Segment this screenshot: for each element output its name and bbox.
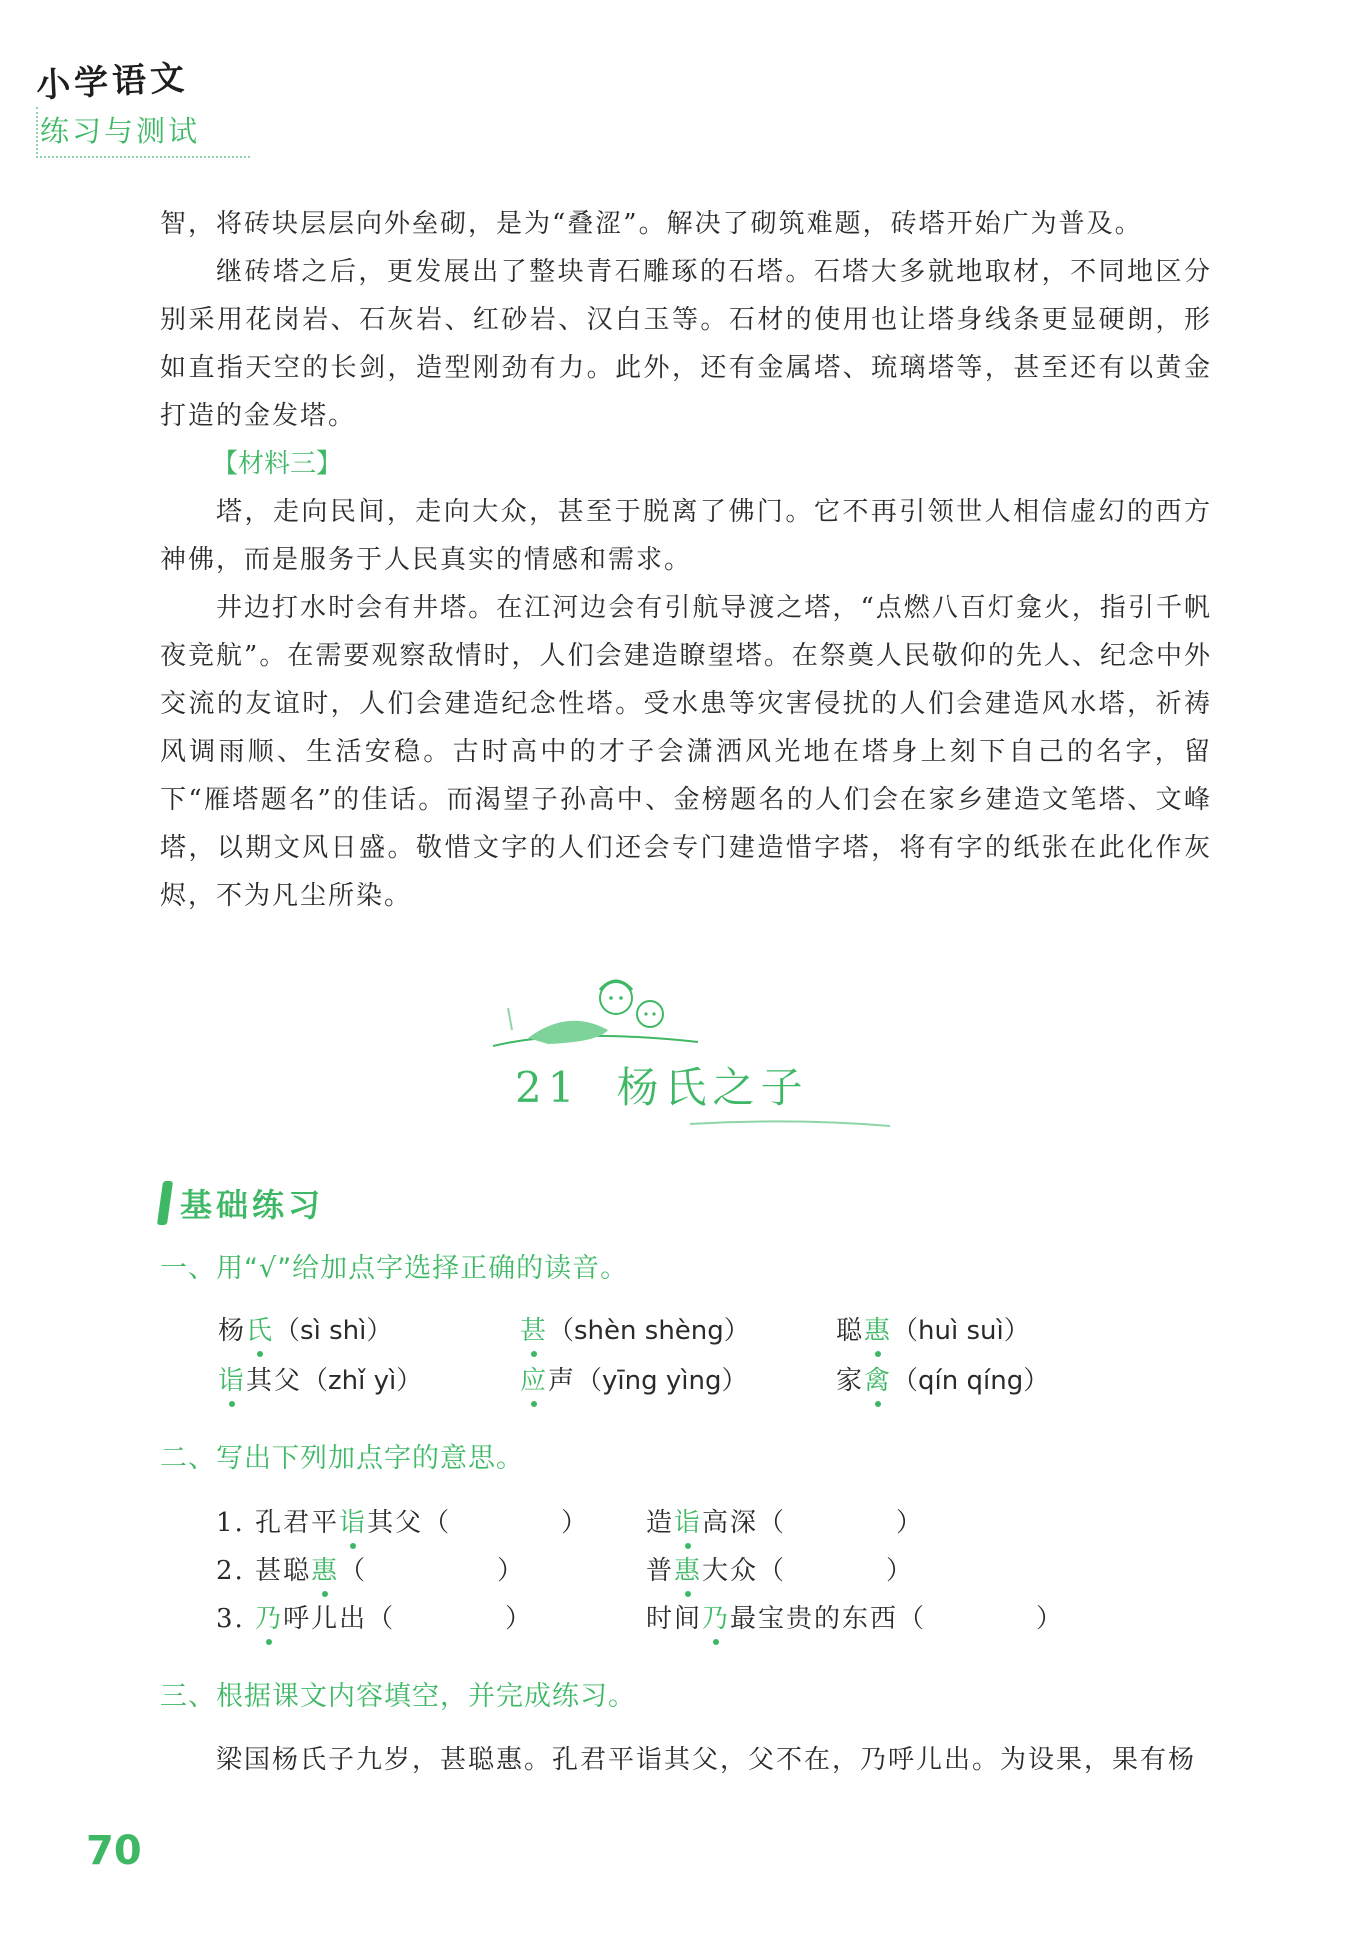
pinyin-options[interactable]: （huì suì） [892,1316,1030,1346]
item-number: 1. [216,1508,245,1538]
classical-text: 梁国杨氏子九岁，甚聪惠。孔君平诣其父，父不在，乃呼儿出。为设果，果有杨 [216,1745,1197,1775]
section-label: 基础练习 [180,1186,325,1224]
item-prefix: 家 [836,1366,865,1396]
page-number: 70 [86,1828,142,1874]
passage-paragraph-3: 塔，走向民间，走向大众，甚至于脱离了佛门。它不再引领世人相信虚幻的西方神佛，而是服务于人民真实的情感和需求。 [160,497,1212,575]
meaning-item [216,1502,589,1539]
item-prefix: 甚聪 [255,1556,312,1586]
book-title: 小学语文 [35,58,190,106]
dotted-char: 甚 [520,1310,548,1347]
pinyin-options[interactable]: （zhǐ yì） [302,1366,423,1396]
dotted-char: 惠 [674,1550,702,1587]
blank-close: ） [505,1604,534,1634]
pinyin-item [218,1310,392,1347]
dotted-char: 乃 [702,1598,730,1635]
blank-close: ） [886,1556,915,1586]
question-3-title: 三、根据课文内容填空，并完成练习。 [160,1681,636,1712]
dotted-char: 禽 [864,1360,892,1397]
dotted-char: 氏 [246,1310,274,1347]
item-prefix: 聪 [836,1316,865,1346]
item-suffix: 大众（ [702,1556,787,1586]
item-prefix: 孔君平 [255,1508,340,1538]
dotted-char: 乃 [255,1598,283,1635]
book-subtitle: 练习与测试 [36,107,250,158]
passage-paragraph-1: 智，将砖块层层向外垒砌，是为“叠涩”。解决了砌筑难题，砖塔开始广为普及。 [160,209,1143,239]
dotted-char: 惠 [311,1550,339,1587]
pinyin-options[interactable]: （qín qíng） [892,1366,1050,1396]
pencil-icon [157,1181,173,1225]
item-prefix: 杨 [218,1316,247,1346]
item-suffix: 声 [548,1366,577,1396]
page-header [36,54,250,158]
meaning-item [216,1550,525,1587]
pinyin-options[interactable]: （yīng yìng） [576,1366,748,1396]
pinyin-options[interactable]: （shèn shèng） [548,1316,750,1346]
children-illustration-icon [488,968,708,1058]
question-2-title: 二、写出下列加点字的意思。 [160,1443,524,1474]
item-suffix: （ [339,1556,368,1586]
blank-close: ） [561,1508,590,1538]
meaning-item [216,1598,533,1635]
question-3-passage [160,1736,1212,1784]
lesson-number: 21 [515,1063,581,1112]
pinyin-item [836,1310,1030,1347]
blank-close: ） [497,1556,526,1586]
lesson-title [515,1055,808,1115]
item-suffix: 其父 [246,1366,303,1396]
meaning-item [646,1598,1064,1635]
reading-passage [160,200,1212,920]
pinyin-item [520,1310,750,1347]
blank-close: ） [1036,1604,1065,1634]
pinyin-item [218,1360,422,1397]
item-number: 3. [216,1604,245,1634]
meaning-item [646,1502,924,1539]
item-prefix: 普 [646,1556,675,1586]
dotted-char: 惠 [864,1310,892,1347]
item-number: 2. [216,1556,245,1586]
item-prefix: 时间 [646,1604,703,1634]
pinyin-item [520,1360,747,1397]
question-1-title: 一、用“√”给加点字选择正确的读音。 [160,1253,629,1284]
dotted-char: 诣 [218,1360,246,1397]
section-heading [160,1180,324,1226]
passage-paragraph-4: 井边打水时会有井塔。在江河边会有引航导渡之塔，“点燃八百灯龛火，指引千帆夜竞航”。在需要观察敌情时，人们会建造瞭望塔。在祭奠人民敬仰的先人、纪念中外交流的友谊时，人们会建造纪念性塔。受水患等灾害侵扰的人们会建造风水塔，祈祷风调雨顺、生活安稳。古时高中的才子会潇洒风光地在塔身上刻下自己的名字，留下“雁塔题名”的佳话。而渴望子孙高中、金榜题名的人们会在家乡建造文笔塔、文峰塔，以期文风日盛。敬惜文字的人们还会专门建造惜字塔，将有字的纸张在此化作灰烬，不为凡尘所染。 [160,593,1212,911]
pinyin-item [836,1360,1049,1397]
blank-close: ） [896,1508,925,1538]
meaning-item [646,1550,914,1587]
dotted-char: 诣 [674,1502,702,1539]
item-suffix: 呼儿出（ [283,1604,396,1634]
lesson-name: 杨氏之子 [616,1063,809,1112]
item-suffix: 其父（ [367,1508,452,1538]
title-underline [690,1118,890,1130]
passage-paragraph-2: 继砖塔之后，更发展出了整块青石雕琢的石塔。石塔大多就地取材，不同地区分别采用花岗岩、石灰岩、红砂岩、汉白玉等。石材的使用也让塔身线条更显硬朗，形如直指天空的长剑，造型刚劲有力。此外，还有金属塔、琉璃塔等，甚至还有以黄金打造的金发塔。 [160,257,1212,431]
dotted-char: 应 [520,1360,548,1397]
item-suffix: 高深（ [702,1508,787,1538]
dotted-char: 诣 [339,1502,367,1539]
item-suffix: 最宝贵的东西（ [730,1604,927,1634]
material-label: 【材料三】 [212,449,343,479]
pinyin-options[interactable]: （sì shì） [274,1316,393,1346]
item-prefix: 造 [646,1508,675,1538]
